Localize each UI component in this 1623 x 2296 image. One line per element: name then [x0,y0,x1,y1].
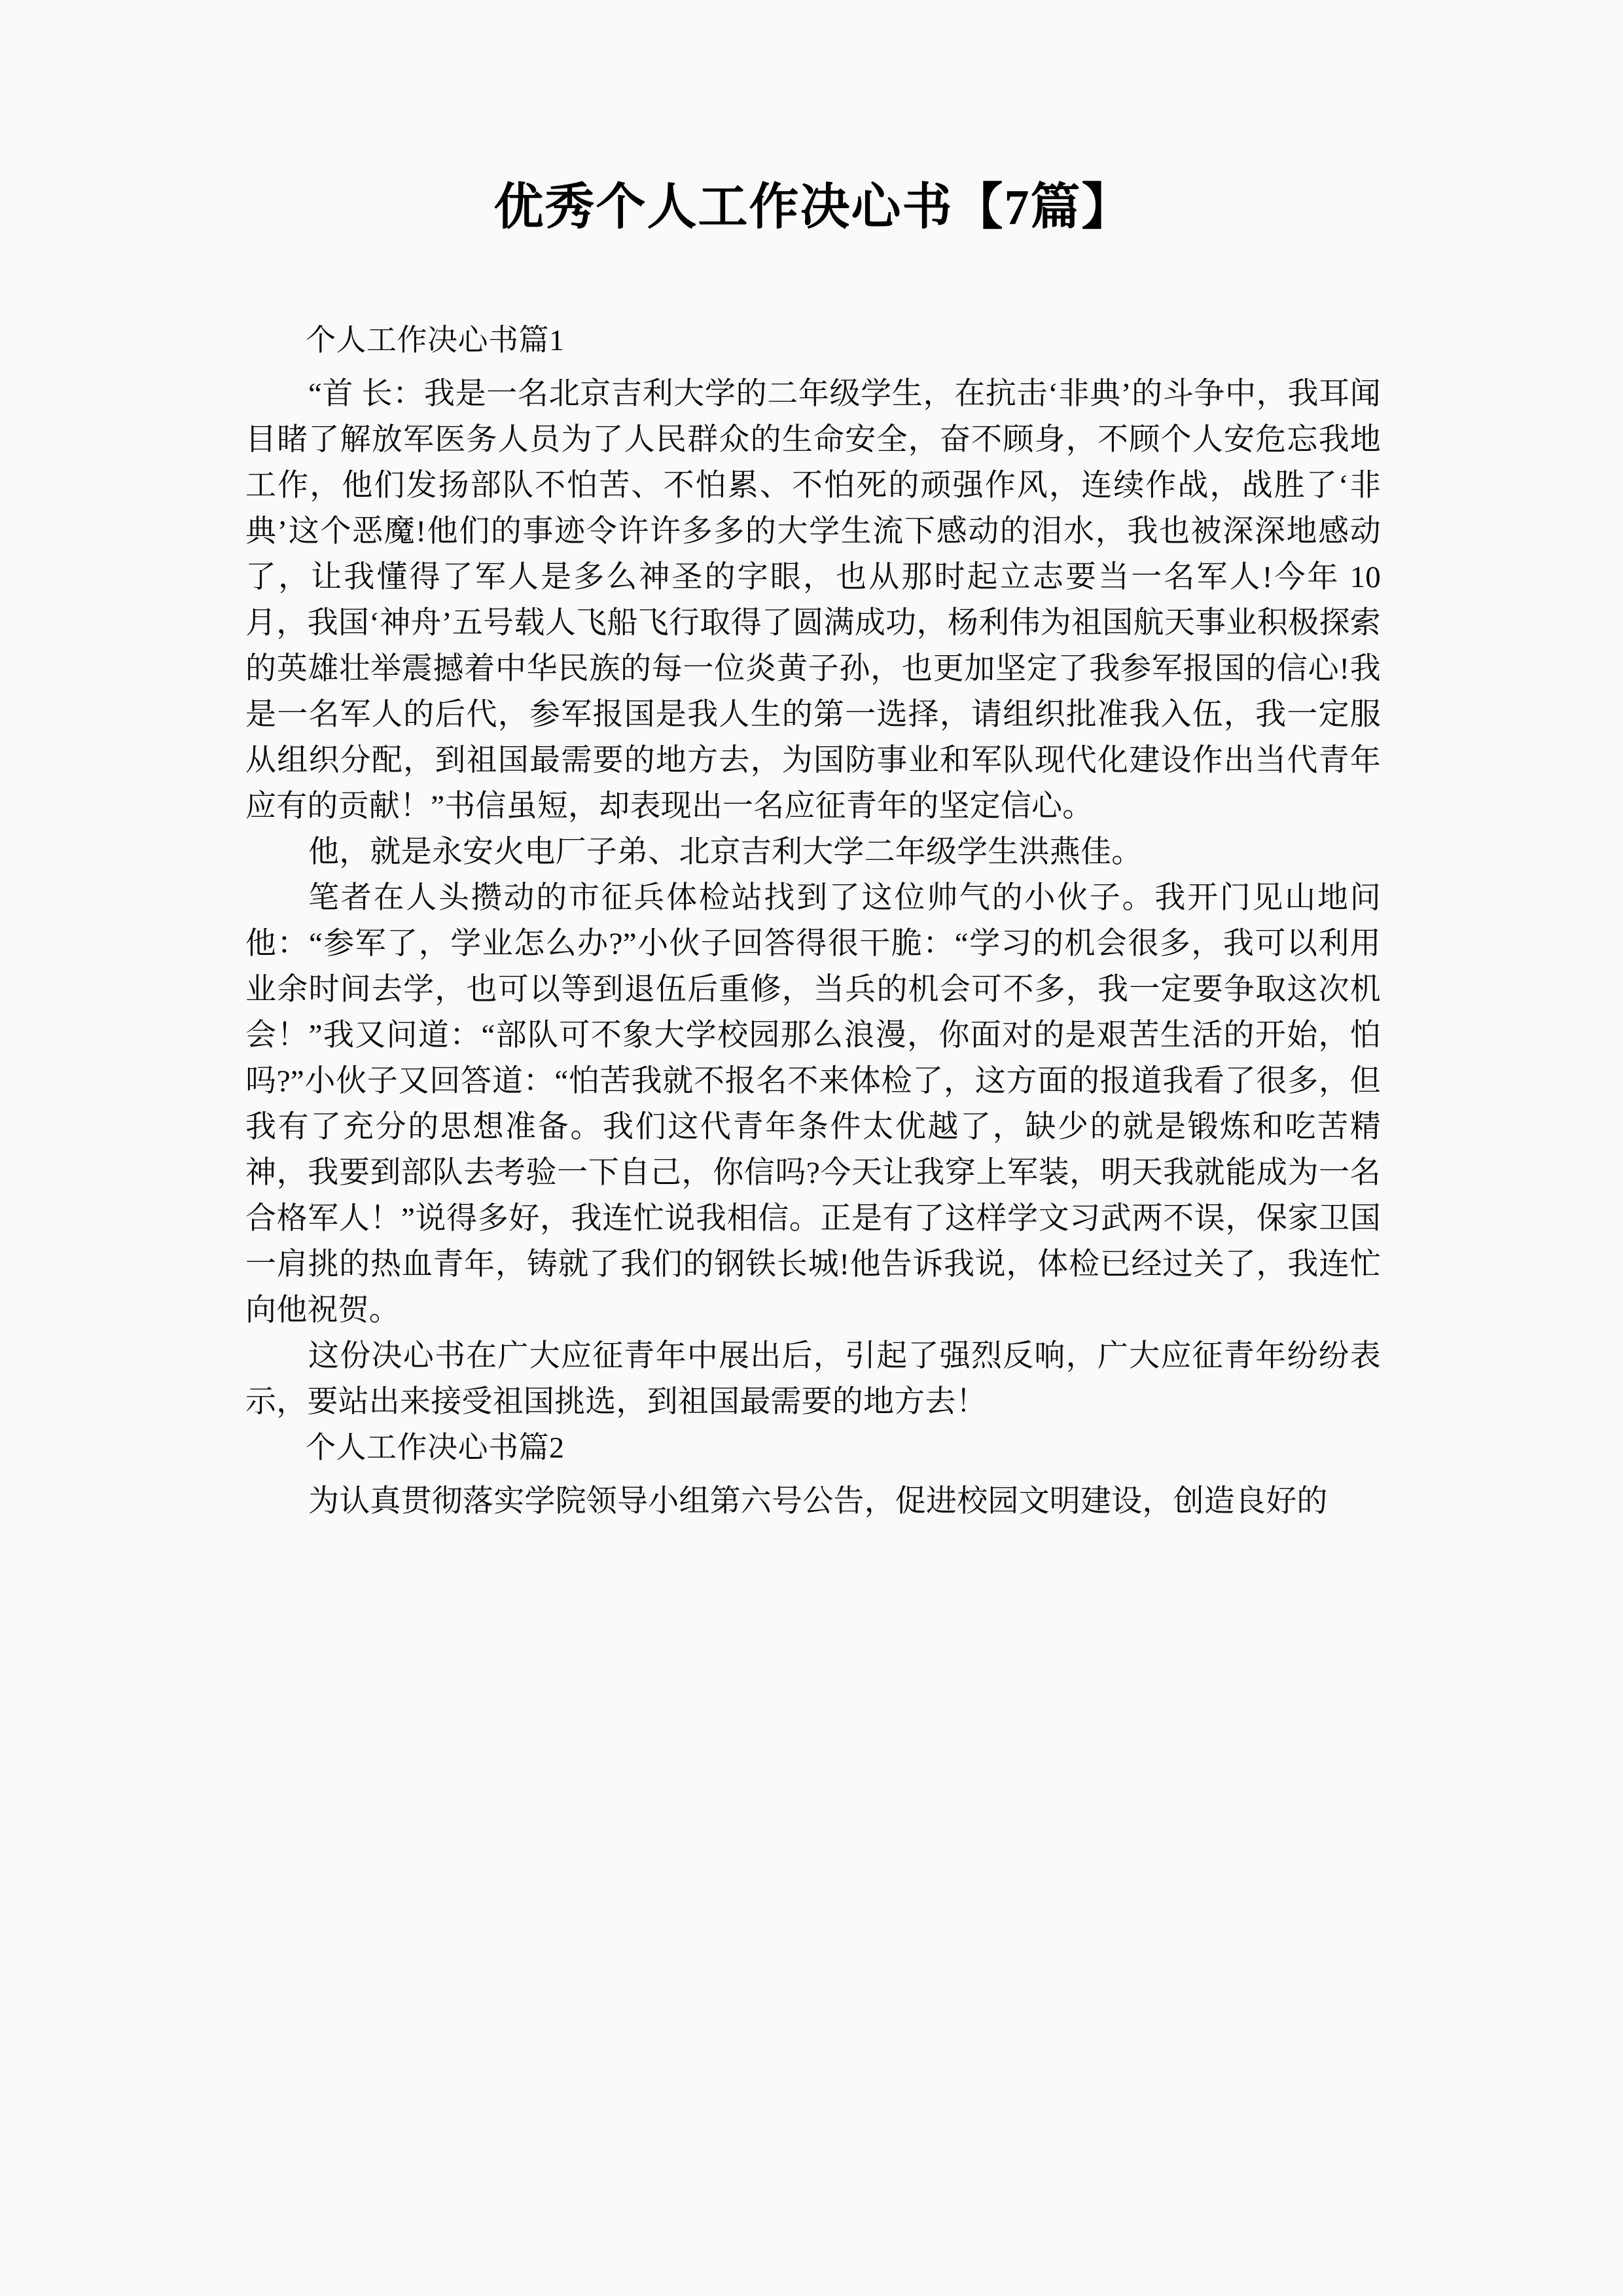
heading-spacer-1 [245,363,1381,371]
paragraph: “首 长：我是一名北京吉利大学的二年级学生，在抗击‘非典’的斗争中，我耳闻目睹了解放军医务人员为了人民群众的生命安全，奋不顾身，不顾个人安危忘我地工作，他们发扬部队不怕苦、不怕累、不怕死的顽强作风，连续作战，战胜了‘非典’这个恶魔!他们的事迹令许许多多的大学生流下感动的泪水，我也被深深地感动了，让我懂得了军人是多么神圣的字眼，也从那时起立志要当一名军人!今年 10 月，我国‘神舟’五号载人飞船飞行取得了圆满成功，杨利伟为祖国航天事业积极探索的英雄壮举震撼着中华民族的每一位炎黄子孙，也更加坚定了我参军报国的信心!我是一名军人的后代，参军报国是我人生的第一选择，请组织批准我入伍，我一定服从组织分配，到祖国最需要的地方去，为国防事业和军队现代化建设作出当代青年应有的贡献！”书信虽短，却表现出一名应征青年的坚定信心。 [245,377,1381,823]
section-heading-2: 个人工作决心书篇2 [306,1431,565,1464]
paragraph: 笔者在人头攒动的市征兵体检站找到了这位帅气的小伙子。我开门见山地问他：“参军了，学业怎么办?”小伙子回答得很干脆：“学习的机会很多，我可以利用业余时间去学，也可以等到退伍后重修，当兵的机会可不多，我一定要争取这次机会！”我又问道：“部队可不象大学校园那么浪漫，你面对的是艰苦生活的开始，怕吗?”小伙子又回答道：“怕苦我就不报名不来体检了，这方面的报道我看了很多，但我有了充分的思想准备。我们这代青年条件太优越了，缺少的就是锻炼和吃苦精神，我要到部队去考验一下自己，你信吗?今天让我穿上军装，明天我就能成为一名合格军人！”说得多好，我连忙说我相信。正是有了这样学文习武两不误，保家卫国一肩挑的热血青年，铸就了我们的钢铁长城!他告诉我说，体检已经过关了，我连忙向他祝贺。 [245,881,1381,1327]
paragraph: 这份决心书在广大应征青年中展出后，引起了强烈反响，广大应征青年纷纷表示，要站出来接受祖国挑选，到祖国最需要的地方去！ [245,1339,1381,1419]
paragraph: 他，就是永安火电厂子弟、北京吉利大学二年级学生洪燕佳。 [308,835,1143,869]
paragraph: 为认真贯彻落实学院领导小组第六号公告，促进校园文明建设，创造良好的 [308,1484,1328,1518]
page-title: 优秀个人工作决心书【7篇】 [493,180,1133,235]
document-content [245,0,1381,1524]
title-spacer [245,239,1381,317]
heading-spacer-2 [245,1471,1381,1479]
section-heading-1: 个人工作决心书篇1 [306,323,565,357]
